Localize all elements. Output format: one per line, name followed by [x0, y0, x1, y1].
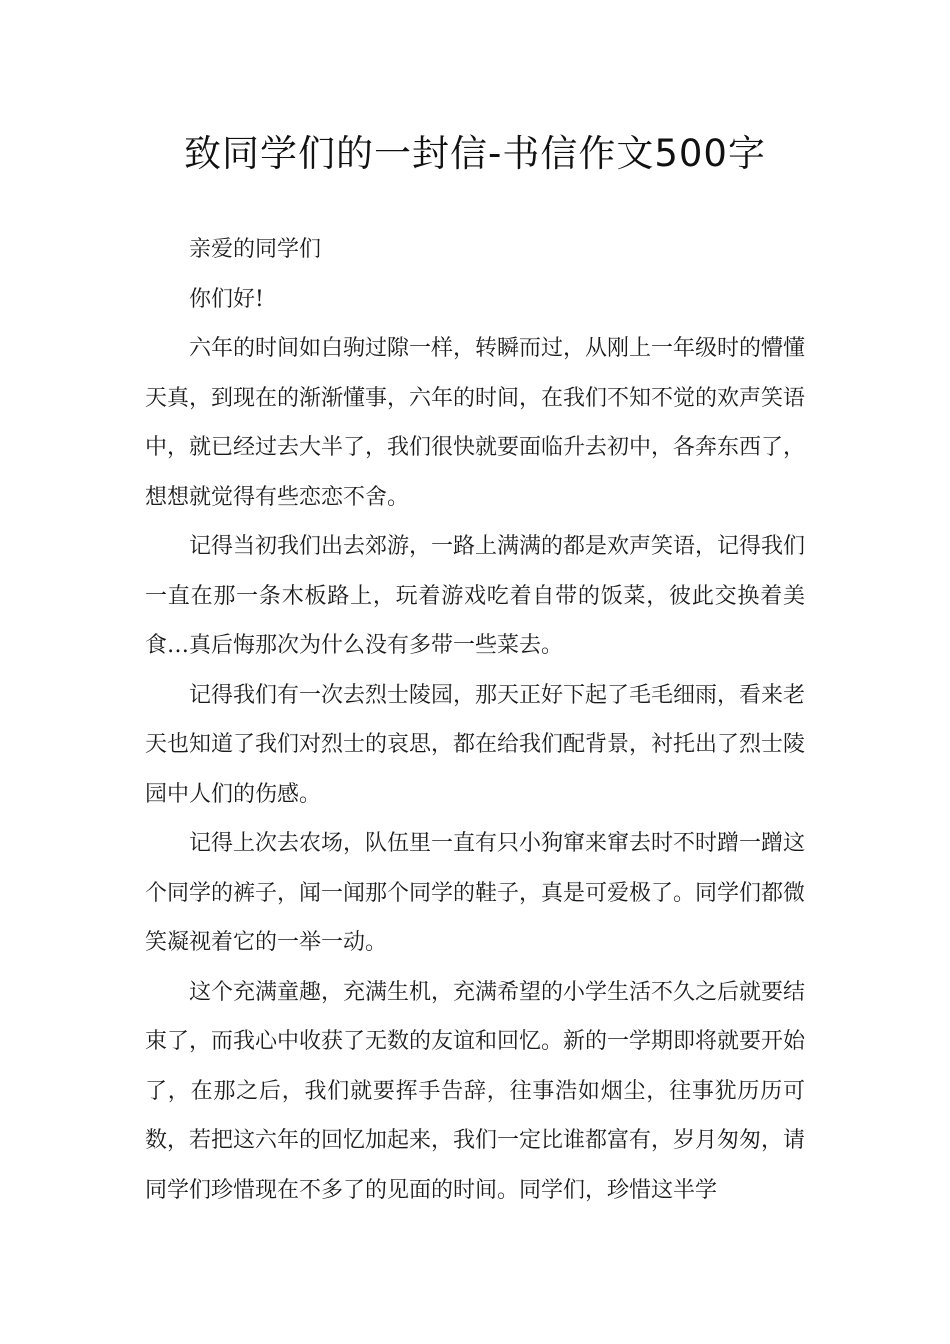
paragraph-cemetery: 记得我们有一次去烈士陵园，那天正好下起了毛毛细雨，看来老天也知道了我们对烈士的哀思，都在给我们配背景，衬托出了烈士陵园中人们的伤感。 [145, 682, 806, 807]
paragraph-intro: 六年的时间如白驹过隙一样，转瞬而过，从刚上一年级时的懵懂天真，到现在的渐渐懂事，六年的时间，在我们不知不觉的欢声笑语中，就已经过去大半了，我们很快就要面临升去初中，各奔东西了，想想就觉得有些恋恋不舍。 [145, 336, 806, 510]
greeting: 你们好! [189, 286, 264, 312]
letter-body [145, 225, 805, 1215]
paragraph-farm: 记得上次去农场，队伍里一直有只小狗窜来窜去时不时蹭一蹭这个同学的裤子，闻一闻那个同学的鞋子，真是可爱极了。同学们都微笑凝视着它的一举一动。 [145, 831, 806, 955]
paragraph-outing: 记得当初我们出去郊游，一路上满满的都是欢声笑语，记得我们一直在那一条木板路上，玩着游戏吃着自带的饭菜，彼此交换着美食…真后悔那次为什么没有多带一些菜去。 [145, 534, 806, 658]
salutation: 亲爱的同学们 [189, 237, 322, 262]
document-title: 致同学们的一封信-书信作文500字 [184, 132, 766, 175]
paragraph-closing: 这个充满童趣，充满生机，充满希望的小学生活不久之后就要结束了，而我心中收获了无数的友谊和回忆。新的一学期即将就要开始了，在那之后，我们就要挥手告辞，往事浩如烟尘，往事犹历历可数，若把这六年的回忆加起来，我们一定比谁都富有，岁月匆匆，请同学们珍惜现在不多了的见面的时间。同学们，珍惜这半学 [145, 979, 806, 1203]
